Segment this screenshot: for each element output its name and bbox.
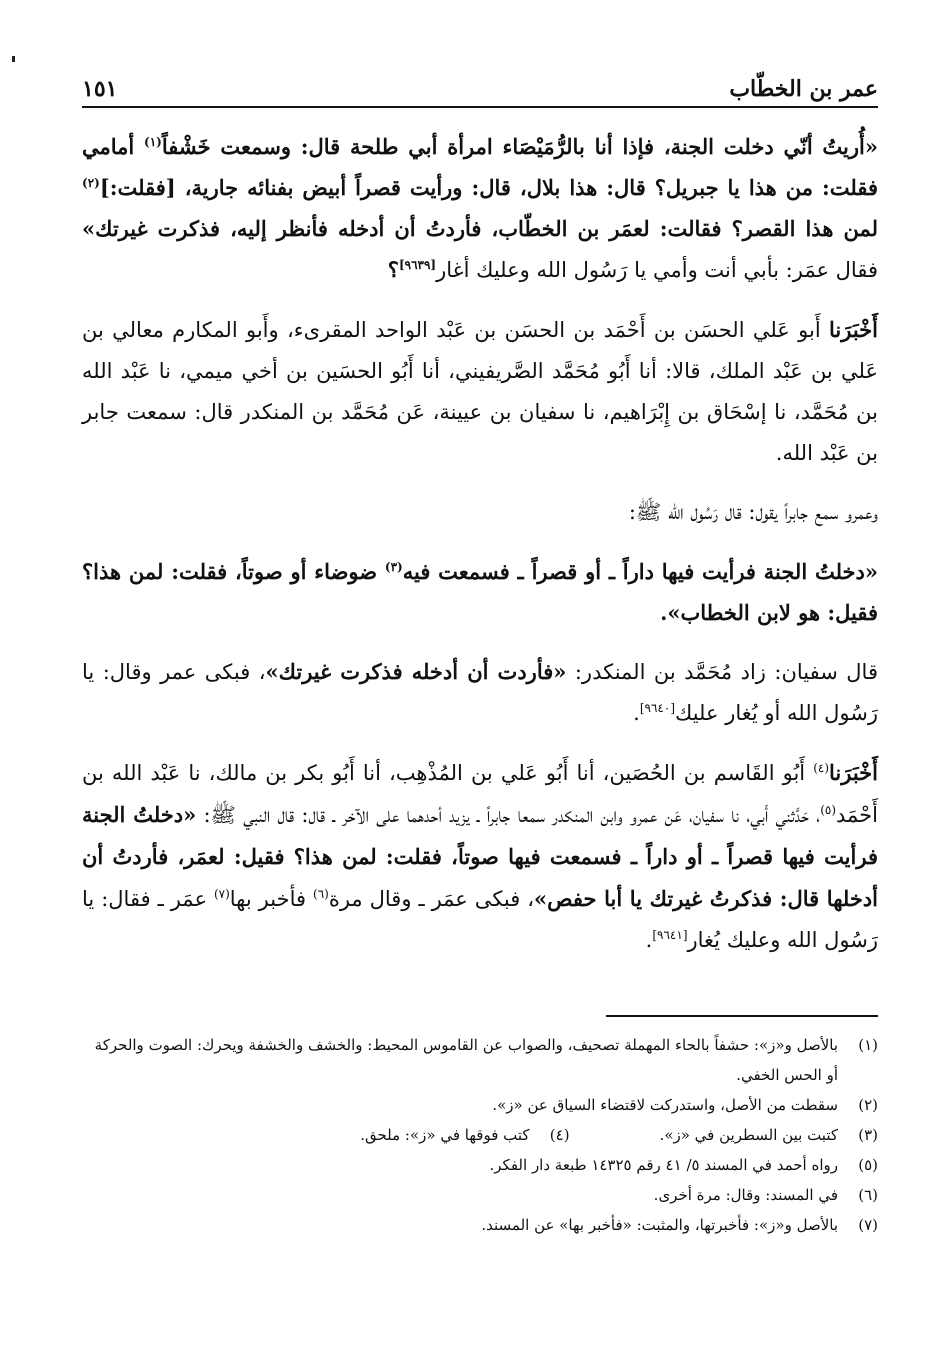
- text-segment: .: [645, 928, 653, 952]
- footnote-ref: (٦): [313, 887, 329, 901]
- text-segment: ، حَدَّثني أَبي، نا سفيان، عَن عمرو وابن المنكدر سمعا جابراً ـ يزيد أحدهما على الآخر ـ قال: قال النبي ﷺ:: [196, 803, 821, 827]
- footnote-ref: (١): [144, 135, 162, 149]
- text-segment: .: [633, 701, 640, 725]
- text-segment: ؟: [387, 257, 399, 282]
- footnote-number: (٥): [858, 1156, 878, 1174]
- footnote-text: بالأصل و«ز»: فأخبرتها، والمثبت: «فأخبر بها» عن المسند.: [481, 1216, 838, 1234]
- isnad-paragraph-1: [82, 309, 878, 474]
- text-segment: فقال عمَر: بأبي أنت وأمي يا رَسُول الله وعليك أغار: [436, 258, 878, 282]
- text-segment: ، فبكى عمر وقال: يا رَسُول الله أو يُغار عليك: [82, 660, 878, 725]
- hadith-number: [٩٦٤١]: [652, 928, 688, 942]
- lead-word: أَخْبَرَنا: [829, 760, 878, 785]
- footnote-ref: (٥): [820, 803, 837, 817]
- text-segment: لمن هذا القصر؟ فقالت: لعمَر بن الخطّاب، فأردتُ أن أدخله فأنظر إليه، فذكرت غيرتك»: [82, 216, 878, 241]
- footnote-item: [82, 1150, 878, 1180]
- footnote-text: بالأصل و«ز»: حشفاً بالحاء المهملة تصحيف، والصواب عن القاموس المحيط: والخشف والخشفة ويحرك: الصوت والحركة أو الحس الخفي.: [94, 1036, 838, 1084]
- footnote-item: [660, 1120, 878, 1150]
- text-segment: أَبو عَلي الحسَن بن أَحْمَد بن الحسَن بن عَبْد الواحد المقرىء، وأَبو المكارم معالي بن عَلي بن عَبْد الملك، قالا: أنا أَبُو مُحَمَّد الصَّريفيني، أنا أَبُو الحسَين بن أخي ميمي، نا عَبْد الله بن مُحَمَّد، نا إسْحَاق بن إِبْرَاهيم، نا سفيان بن عيينة، عَن مُحَمَّد بن المنكدر قال: سمعت جابر بن عَبْد الله.: [82, 318, 878, 465]
- text-segment: أمامي فقلت: من هذا يا جبريل؟ قال: هذا بلال، قال: ورأيت قصراً أبيض بفنائه جارية، [فقلت:]: [82, 134, 878, 200]
- quoted-text: «فأردت أن أدخله فذكرت غيرتك»: [265, 659, 567, 684]
- hadith-number: [٩٦٤٠]: [639, 701, 675, 715]
- hadith-paragraph-1: [82, 126, 878, 291]
- footnote-number: (٤): [549, 1126, 570, 1144]
- page-header: [82, 68, 878, 108]
- text-segment: ، فبكى عمَر ـ وقال مرة: [328, 887, 535, 911]
- text-segment: أَبُو القَاسم بن الحُصَين، أنا أَبُو عَلي بن المُذْهِب، أنا أَبُو بكر بن مالك، نا عَبْد الله بن أَحْمَد: [82, 761, 878, 827]
- footnote-number: (٧): [858, 1216, 878, 1234]
- footnote-ref: (٣): [384, 560, 403, 574]
- footnote-number: (٣): [858, 1126, 878, 1144]
- footnote-ref: (٢): [82, 176, 100, 190]
- footnote-ref: (٧): [213, 887, 230, 901]
- footnote-number: (١): [858, 1036, 878, 1054]
- running-title: عمر بن الخطّاب: [729, 76, 878, 102]
- text-segment: قال سفيان: زاد مُحَمَّد بن المنكدر:: [566, 660, 878, 684]
- quoted-text: «دخلتُ الجنة فرأيت فيها قصراً ـ أو داراً ـ فسمعت فيها صوتاً، فقلت: لمن هذا؟ فقيل: لعمَر، فأردتُ أن أدخلها قال: فذكرتُ غيرتك يا أبا حفص»: [82, 802, 878, 911]
- footnote-item: [82, 1030, 878, 1090]
- text-segment: عمَر ـ فقال: يا رَسُول الله وعليك يُغار: [82, 887, 878, 952]
- hadith-number: [٩٦٣٩]: [398, 258, 437, 272]
- text-segment: «أُريتُ أنّي دخلت الجنة، فإذا أنا بالرُّمَيْصَاء امرأة أبي طلحة قال: وسمعت خَشْفاً: [161, 134, 878, 159]
- page-number: ١٥١: [82, 76, 118, 102]
- footnote-divider: [606, 1015, 878, 1017]
- footnote-text: كتب فوقها في «ز»: ملحق.: [360, 1126, 530, 1144]
- footnote-text: سقطت من الأصل، واستدركت لاقتضاء السياق عن «ز».: [492, 1096, 838, 1114]
- footnote-item: [360, 1120, 569, 1150]
- footnotes: [82, 1030, 878, 1240]
- footnote-text: في المسند: وقال: مرة أخرى.: [653, 1186, 838, 1204]
- footnote-ref: (٤): [813, 761, 830, 775]
- text-segment: ضوضاء أو صوتاً، فقلت: لمن هذا؟ فقيل: هو لابن الخطاب».: [82, 559, 878, 625]
- footnote-number: (٢): [858, 1096, 878, 1114]
- sufyan-paragraph: [82, 651, 878, 734]
- footnote-text: كتبت بين السطرين في «ز».: [659, 1126, 838, 1144]
- text-segment: وعمرو سمع جابراً يقول: قال رَسُول الله ﷺ:: [628, 500, 878, 524]
- narration-line: [82, 492, 878, 533]
- scan-mark: [12, 56, 15, 62]
- main-text: [82, 126, 878, 979]
- isnad-paragraph-2: [82, 752, 878, 961]
- footnote-item: [82, 1210, 878, 1240]
- footnote-text: رواه أحمد في المسند ٥/ ٤١ رقم ١٤٣٢٥ طبعة دار الفكر.: [489, 1156, 838, 1174]
- footnote-item: [82, 1090, 878, 1120]
- lead-word: أَخْبَرَنا: [829, 317, 878, 342]
- footnote-item: [82, 1180, 878, 1210]
- footnote-item-pair: [82, 1120, 878, 1150]
- hadith-paragraph-2: [82, 551, 878, 633]
- footnote-number: (٦): [858, 1186, 878, 1204]
- text-segment: فأخبر بها: [229, 887, 313, 911]
- text-segment: «دخلتُ الجنة فرأيت فيها داراً ـ أو قصراً ـ فسمعت فيه: [402, 559, 878, 584]
